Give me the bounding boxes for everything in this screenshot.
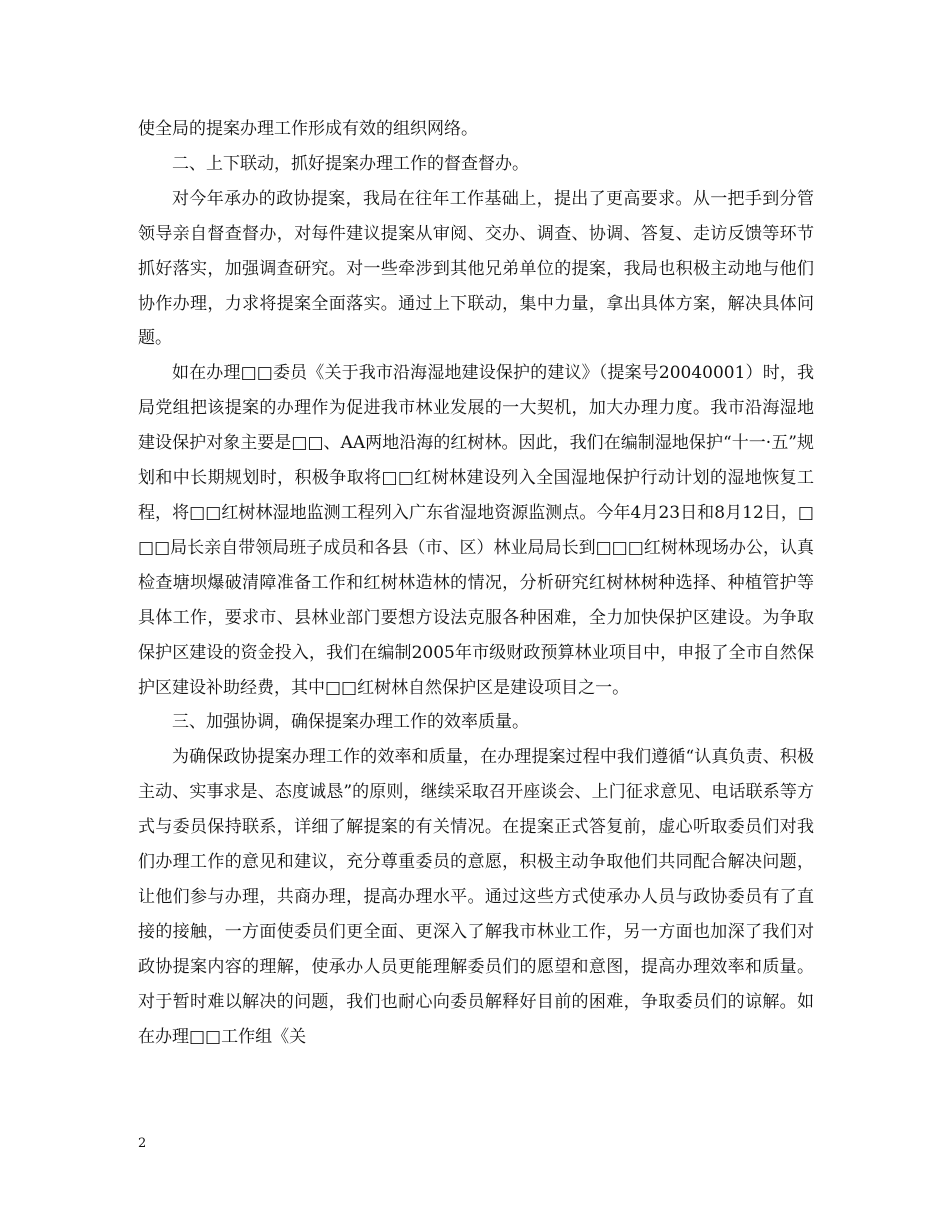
paragraph-6: 为确保政协提案办理工作的效率和质量，在办理提案过程中我们遵循“认真负责、积极主动、实事求是、态度诚恳”的原则，继续采取召开座谈会、上门征求意见、电话联系等方式与委员保持联系，详细了解提案的有关情况。在提案正式答复前，虚心听取委员们对我们办理工作的意见和建议，充分尊重委员的意愿，积极主动争取他们共同配合解决问题，让他们参与办理，共商办理，提高办理水平。通过这些方式使承办人员与政协委员有了直接的接触，一方面使委员们更全面、更深入了解我市林业工作，另一方面也加深了我们对政协提案内容的理解，使承办人员更能理解委员们的愿望和意图，提高办理效率和质量。对于暂时难以解决的问题，我们也耐心向委员解释好目前的困难，争取委员们的谅解。如在办理□□工作组《关 bbox=[138, 747, 814, 1047]
paragraph-3: 对今年承办的政协提案，我局在往年工作基础上，提出了更高要求。从一把手到分管领导亲自督查督办，对每件建议提案从审阅、交办、调查、协调、答复、走访反馈等环节抓好落实，加强调查研究。对一些牵涉到其他兄弟单位的提案，我局也积极主动地与他们协作办理，力求将提案全面落实。通过上下联动，集中力量，拿出具体方案，解决具体问题。 bbox=[138, 188, 814, 349]
paragraph-4: 如在办理□□委员《关于我市沿海湿地建设保护的建议》（提案号20040001）时，我局党组把该提案的办理作为促进我市林业发展的一大契机，加大办理力度。我市沿海湿地建设保护对象主要是□□、AA两地沿海的红树林。因此，我们在编制湿地保护“十一·五”规划和中长期规划时，积极争取将□□红树林建设列入全国湿地保护行动计划的湿地恢复工程，将□□红树林湿地监测工程列入广东省湿地资源监测点。今年4月23日和8月12日，□□□局长亲自带领局班子成员和各县（市、区）林业局局长到□□□红树林现场办公，认真检查塘坝爆破清障准备工作和红树林造林的情况，分析研究红树林树种选择、种植管护等具体工作，要求市、县林业部门要想方设法克服各种困难，全力加快保护区建设。为争取保护区建设的资金投入，我们在编制2005年市级财政预算林业项目中，申报了全市自然保护区建设补助经费，其中□□红树林自然保护区是建设项目之一。 bbox=[138, 363, 814, 698]
paragraph-1: 使全局的提案办理工作形成有效的组织网络。 bbox=[138, 119, 478, 139]
section-heading-3: 三、加强协调，确保提案办理工作的效率质量。 bbox=[172, 712, 529, 733]
body-text bbox=[138, 112, 814, 1054]
section-heading-2: 二、上下联动，抓好提案办理工作的督查督办。 bbox=[172, 153, 529, 174]
page-number: 2 bbox=[138, 1136, 147, 1151]
